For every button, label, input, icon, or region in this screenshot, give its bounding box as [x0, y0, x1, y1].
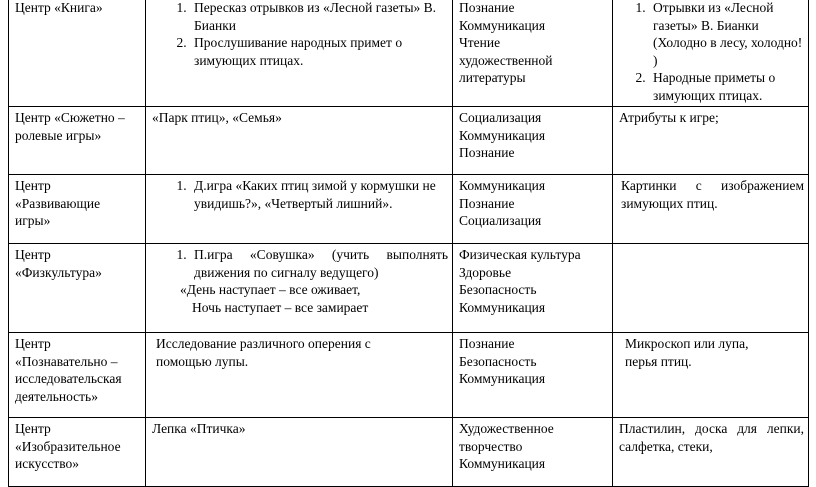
- list-item: 2. Народные приметы о зимующих птицах.: [649, 69, 804, 104]
- center-cell: [9, 244, 146, 333]
- area-item: Чтение: [459, 35, 501, 50]
- area-item: Социализация: [459, 110, 542, 125]
- center-cell: [9, 175, 146, 244]
- activity-text: «День наступает – все оживает,: [180, 282, 361, 297]
- activity-cell: [146, 244, 453, 333]
- area-item: Коммуникация: [459, 178, 546, 193]
- center-cell: [9, 0, 146, 107]
- materials-cell: [613, 175, 809, 244]
- area-item: Здоровье: [459, 264, 512, 280]
- center-cell: [9, 418, 146, 487]
- area-item: Социализация: [459, 213, 542, 228]
- areas-cell: [453, 0, 613, 107]
- table-row: [9, 333, 809, 418]
- activity-text: «Парк птиц», «Семья»: [152, 110, 282, 125]
- activity-cell: [146, 333, 453, 418]
- center-name: «Физкультура»: [15, 264, 102, 280]
- area-item: Коммуникация: [459, 127, 546, 143]
- list-item: 1. Пересказ отрывков из «Лесной газеты» В. Бианки: [190, 0, 448, 34]
- area-item: Познание: [459, 195, 515, 211]
- area-item: Художественное: [459, 421, 554, 436]
- center-name: исследовательская: [15, 371, 122, 386]
- table-row: [9, 175, 809, 244]
- activity-text: Лепка «Птичка»: [152, 421, 246, 436]
- centers-table: [8, 0, 809, 487]
- table-row: [9, 0, 809, 107]
- center-name: «Развивающие: [15, 195, 101, 211]
- materials-text: Пластилин, доска для лепки, салфетка, стеки,: [619, 421, 804, 454]
- center-name: ролевые игры»: [15, 127, 102, 143]
- center-name: «Изобразительное: [15, 438, 121, 454]
- center-name: Центр: [15, 247, 51, 262]
- activity-text: Исследование различного оперения с помощью лупы.: [156, 336, 371, 369]
- area-item: Безопасность: [459, 353, 537, 369]
- materials-cell: [613, 244, 809, 333]
- activity-cell: [146, 418, 453, 487]
- center-cell: [9, 333, 146, 418]
- list-item: 1. П.игра «Совушка» (учить выполнять движения по сигналу ведущего): [190, 246, 448, 281]
- materials-text: Атрибуты к игре;: [619, 110, 719, 125]
- areas-cell: [453, 175, 613, 244]
- table-row: [9, 418, 809, 487]
- activity-cell: [146, 175, 453, 244]
- areas-cell: [453, 244, 613, 333]
- list-item: 1. Д.игра «Каких птиц зимой у кормушки не увидишь?», «Четвертый лишний».: [190, 177, 448, 212]
- materials-cell: [613, 0, 809, 107]
- activity-cell: [146, 0, 453, 107]
- center-name: Центр «Сюжетно –: [15, 110, 125, 125]
- materials-cell: [613, 333, 809, 418]
- areas-cell: [453, 107, 613, 175]
- list-item: 1. Отрывки из «Лесной газеты» В. Бианки (Холодно в лесу, холодно! ): [649, 0, 804, 69]
- center-name: Центр: [15, 421, 51, 436]
- areas-cell: [453, 418, 613, 487]
- table-row: [9, 244, 809, 333]
- materials-text: Картинки с изображением зимующих птиц.: [621, 178, 804, 211]
- center-name: игры»: [15, 213, 51, 228]
- materials-text: Микроскоп или лупа, перья птиц.: [625, 336, 749, 369]
- table-row: [9, 107, 809, 175]
- area-item: Коммуникация: [459, 456, 546, 471]
- area-item: Познание: [459, 336, 515, 351]
- center-name: Центр: [15, 178, 51, 193]
- area-item: Коммуникация: [459, 371, 546, 386]
- activity-cell: [146, 107, 453, 175]
- area-item: Безопасность: [459, 282, 537, 297]
- area-item: Коммуникация: [459, 299, 546, 315]
- center-cell: [9, 107, 146, 175]
- center-name: искусство»: [15, 456, 79, 471]
- center-name: Центр: [15, 336, 51, 351]
- center-name: деятельность»: [15, 388, 98, 404]
- activity-text: Ночь наступает – все замирает: [192, 299, 369, 315]
- list-item: 2. Прослушивание народных примет о зимующих птицах.: [190, 34, 448, 69]
- areas-cell: [453, 333, 613, 418]
- center-name: Центр «Книга»: [15, 0, 103, 15]
- area-item: творчество: [459, 438, 523, 454]
- area-item: Физическая культура: [459, 247, 581, 262]
- area-item: художественной: [459, 52, 553, 68]
- materials-cell: [613, 107, 809, 175]
- materials-cell: [613, 418, 809, 487]
- center-name: «Познавательно –: [15, 353, 118, 369]
- area-item: Познание: [459, 0, 515, 15]
- area-item: литературы: [459, 70, 526, 85]
- area-item: Познание: [459, 145, 515, 160]
- area-item: Коммуникация: [459, 17, 546, 33]
